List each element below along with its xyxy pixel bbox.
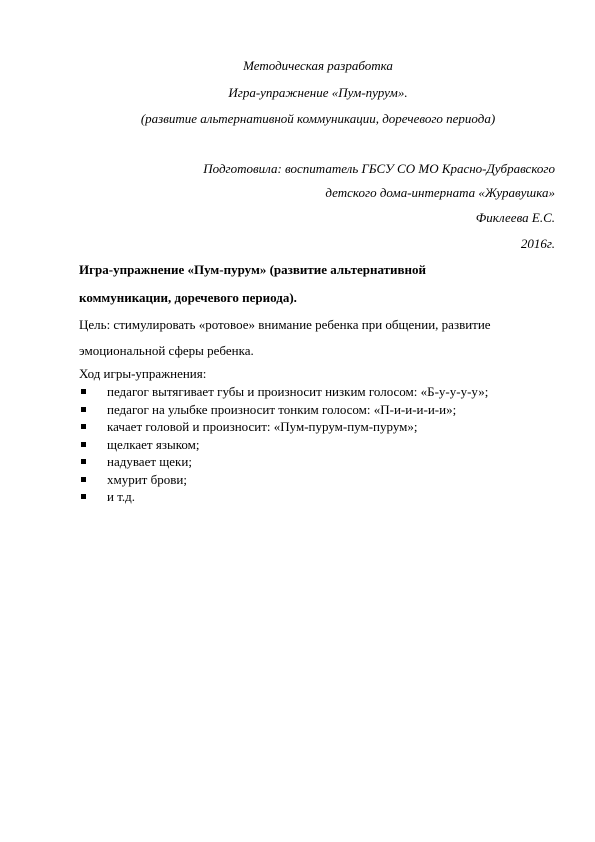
goal-line-1: Цель: стимулировать «ротовое» внимание ребенка при общении, развитие	[79, 317, 491, 332]
square-bullet-icon	[81, 494, 86, 499]
header-line-3: (развитие альтернативной коммуникации, доречевого периода)	[140, 111, 496, 126]
square-bullet-icon	[81, 407, 86, 412]
list-item-text: щелкает языком;	[107, 436, 200, 452]
author-year: 2016г.	[520, 236, 555, 251]
author-name: Фиклеева Е.С.	[475, 210, 555, 225]
author-line-1: Подготовила: воспитатель ГБСУ СО МО Красно-Дубравского	[203, 161, 555, 176]
header-line-2: Игра-упражнение «Пум-пурум».	[228, 85, 408, 100]
goal-line-2: эмоциональной сферы ребенка.	[79, 343, 254, 358]
steps-list	[79, 383, 488, 506]
square-bullet-icon	[81, 442, 86, 447]
square-bullet-icon	[81, 389, 86, 394]
author-line-2: детского дома-интерната «Журавушка»	[325, 185, 555, 200]
list-item-text: педагог вытягивает губы и произносит низким голосом: «Б-у-у-у-у»;	[107, 384, 489, 399]
list-item-text: качает головой и произносит: «Пум-пурум-пум-пурум»;	[107, 419, 418, 434]
square-bullet-icon	[81, 459, 86, 464]
steps-heading: Ход игры-упражнения:	[79, 366, 207, 381]
list-item	[79, 488, 488, 506]
title-line-1: Игра-упражнение «Пум-пурум» (развитие альтернативной	[79, 262, 426, 277]
title-line-2: коммуникации, доречевого периода).	[79, 290, 297, 305]
list-item	[79, 453, 488, 471]
list-item-text: надувает щеки;	[107, 454, 192, 469]
header-line-1: Методическая разработка	[243, 58, 393, 73]
list-item	[79, 401, 488, 419]
list-item	[79, 436, 488, 454]
square-bullet-icon	[81, 477, 86, 482]
list-item	[79, 471, 488, 489]
list-item-text: хмурит брови;	[107, 471, 187, 487]
list-item-text: и т.д.	[107, 489, 136, 504]
list-item	[79, 383, 488, 401]
square-bullet-icon	[81, 424, 86, 429]
list-item	[79, 418, 488, 436]
list-item-text: педагог на улыбке произносит тонким голосом: «П-и-и-и-и-и»;	[107, 401, 457, 417]
